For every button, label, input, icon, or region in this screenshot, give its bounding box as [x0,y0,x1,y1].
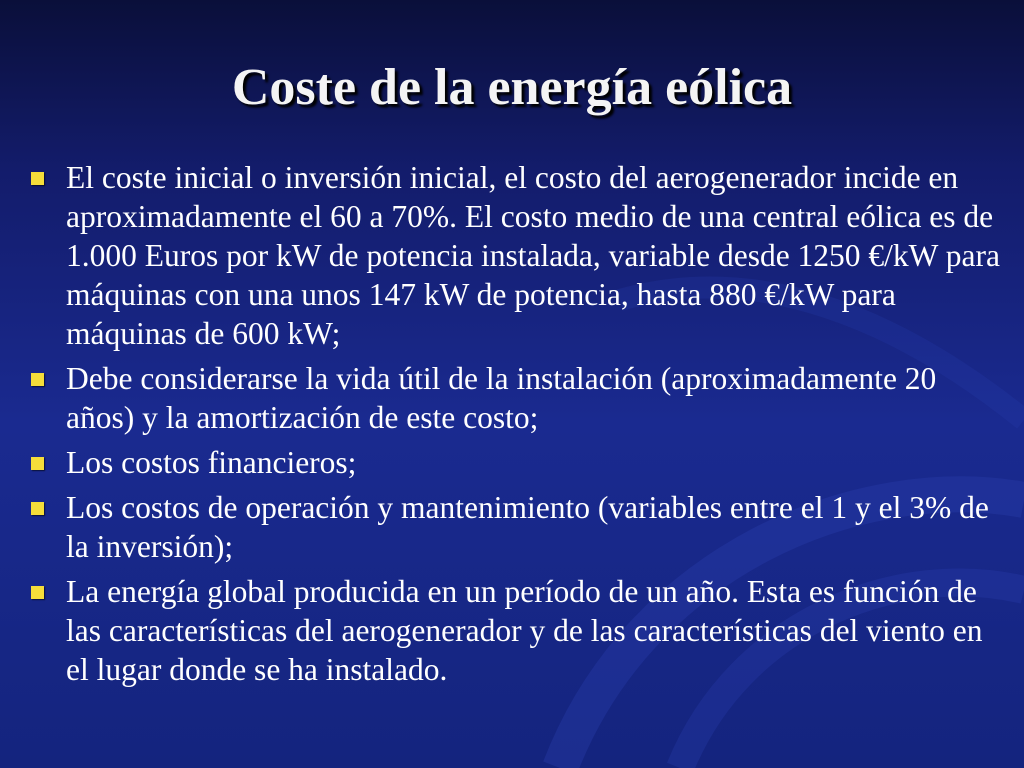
bullet-text: El coste inicial o inversión inicial, el costo del aerogenerador incide en aproximadamente el 60 a 70%. El costo medio de una central eólica es de 1.000 Euros por kW de potencia instalada, variable desde 1250 €/kW para máquinas con una unos 147 kW de potencia, hasta 880 €/kW para máquinas de 600 kW; [66,160,1000,351]
bullet-text: Los costos de operación y mantenimiento (variables entre el 1 y el 3% de la inversión); [66,490,989,564]
square-bullet-icon [31,502,44,515]
bullet-text: La energía global producida en un período de un año. Esta es función de las características del aerogenerador y de las características del viento en el lugar donde se ha instalado. [66,574,983,687]
bullet-list [28,158,1003,695]
bullet-item [28,158,1003,353]
square-bullet-icon [31,457,44,470]
bullet-text: Debe considerarse la vida útil de la instalación (aproximadamente 20 años) y la amortización de este costo; [66,361,937,435]
square-bullet-icon [31,172,44,185]
square-bullet-icon [31,373,44,386]
bullet-item [28,443,1003,482]
bullet-item [28,572,1003,689]
square-bullet-icon [31,586,44,599]
bullet-text: Los costos financieros; [66,445,357,480]
slide-title: Coste de la energía eólica [231,59,793,116]
bullet-item [28,488,1003,566]
bullet-item [28,359,1003,437]
